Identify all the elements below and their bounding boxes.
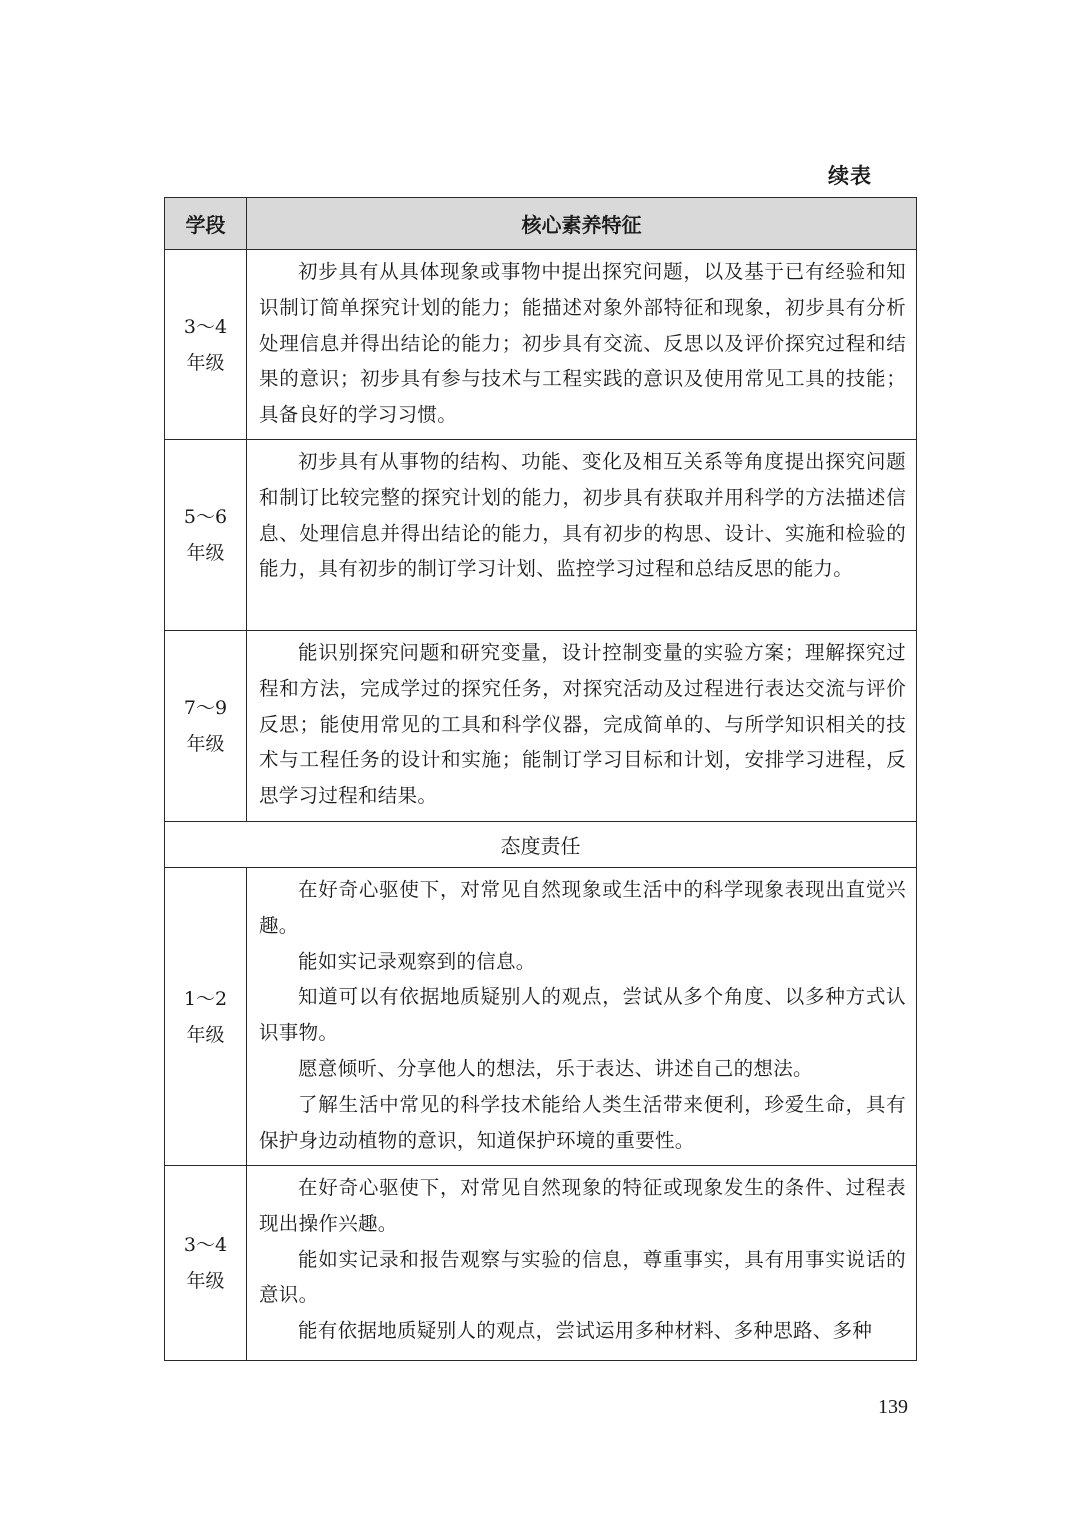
content-paragraph: 愿意倾听、分享他人的想法，乐于表达、讲述自己的想法。 (298, 1056, 813, 1080)
page-number: 139 (878, 1396, 908, 1418)
core-literacy-table (164, 197, 917, 1361)
content-paragraph: 能如实记录观察到的信息。 (298, 949, 536, 973)
content-cell (247, 440, 917, 631)
stage-range: 1～2 (183, 987, 228, 1010)
content-cell (247, 631, 917, 822)
content-paragraph: 能有依据地质疑别人的观点，尝试运用多种材料、多种思路、多种 (298, 1319, 873, 1343)
table-header-row (165, 198, 917, 250)
table-row (165, 1166, 917, 1361)
stage-range: 5～6 (183, 506, 228, 528)
stage-range: 3～4 (183, 1234, 228, 1256)
header-content: 核心素养特征 (247, 198, 917, 250)
table-row (165, 440, 917, 631)
content-paragraph: 在好奇心驱使下，对常见自然现象的特征或现象发生的条件、过程表现出操作兴趣。 (259, 1176, 906, 1235)
table-row (165, 868, 917, 1166)
content-paragraph: 了解生活中常见的科学技术能给人类生活带来便利，珍爱生命，具有保护身边动植物的意识，知道保护环境的重要性。 (259, 1092, 906, 1152)
stage-cell (165, 631, 247, 822)
section-title: 态度责任 (165, 822, 917, 868)
section-row (165, 822, 917, 868)
stage-unit: 年级 (186, 542, 225, 564)
content-cell (247, 250, 917, 440)
stage-range: 7～9 (183, 697, 228, 719)
continued-table-label: 续表 (828, 164, 872, 188)
table-row (165, 631, 917, 822)
content-paragraph: 初步具有从事物的结构、功能、变化及相互关系等角度提出探究问题和制订比较完整的探究计划的能力，初步具有获取并用科学的方法描述信息、处理信息并得出结论的能力，具有初步的构思、设计、实施和检验的能力，具有初步的制订学习计划、监控学习过程和总结反思的能力。 (259, 450, 906, 581)
content-cell (247, 1166, 917, 1361)
stage-unit: 年级 (186, 1270, 225, 1292)
stage-cell (165, 250, 247, 440)
stage-unit: 年级 (186, 733, 225, 755)
content-cell (247, 868, 917, 1166)
content-paragraph: 能识别探究问题和研究变量，设计控制变量的实验方案；理解探究过程和方法，完成学过的探究任务，对探究活动及过程进行表达交流与评价反思；能使用常见的工具和科学仪器，完成简单的、与所学知识相关的技术与工程任务的设计和实施；能制订学习目标和计划，安排学习进程，反思学习过程和结果。 (259, 641, 906, 808)
stage-range: 3～4 (183, 315, 228, 338)
stage-cell (165, 440, 247, 631)
table-row (165, 250, 917, 440)
content-paragraph: 能如实记录和报告观察与实验的信息，尊重事实，具有用事实说话的意识。 (259, 1247, 906, 1307)
stage-cell (165, 868, 247, 1166)
content-paragraph: 在好奇心驱使下，对常见自然现象或生活中的科学现象表现出直觉兴趣。 (259, 878, 906, 937)
stage-cell (165, 1166, 247, 1361)
content-paragraph: 初步具有从具体现象或事物中提出探究问题，以及基于已有经验和知识制订简单探究计划的能力；能描述对象外部特征和现象，初步具有分析处理信息并得出结论的能力；初步具有交流、反思以及评价探究过程和结果的意识；初步具有参与技术与工程实践的意识及使用常见工具的技能；具备良好的学习习惯。 (259, 260, 906, 427)
stage-unit: 年级 (186, 1023, 225, 1046)
stage-unit: 年级 (186, 351, 225, 374)
content-paragraph: 知道可以有依据地质疑别人的观点，尝试从多个角度、以多种方式认识事物。 (259, 985, 906, 1045)
header-stage: 学段 (165, 198, 247, 250)
